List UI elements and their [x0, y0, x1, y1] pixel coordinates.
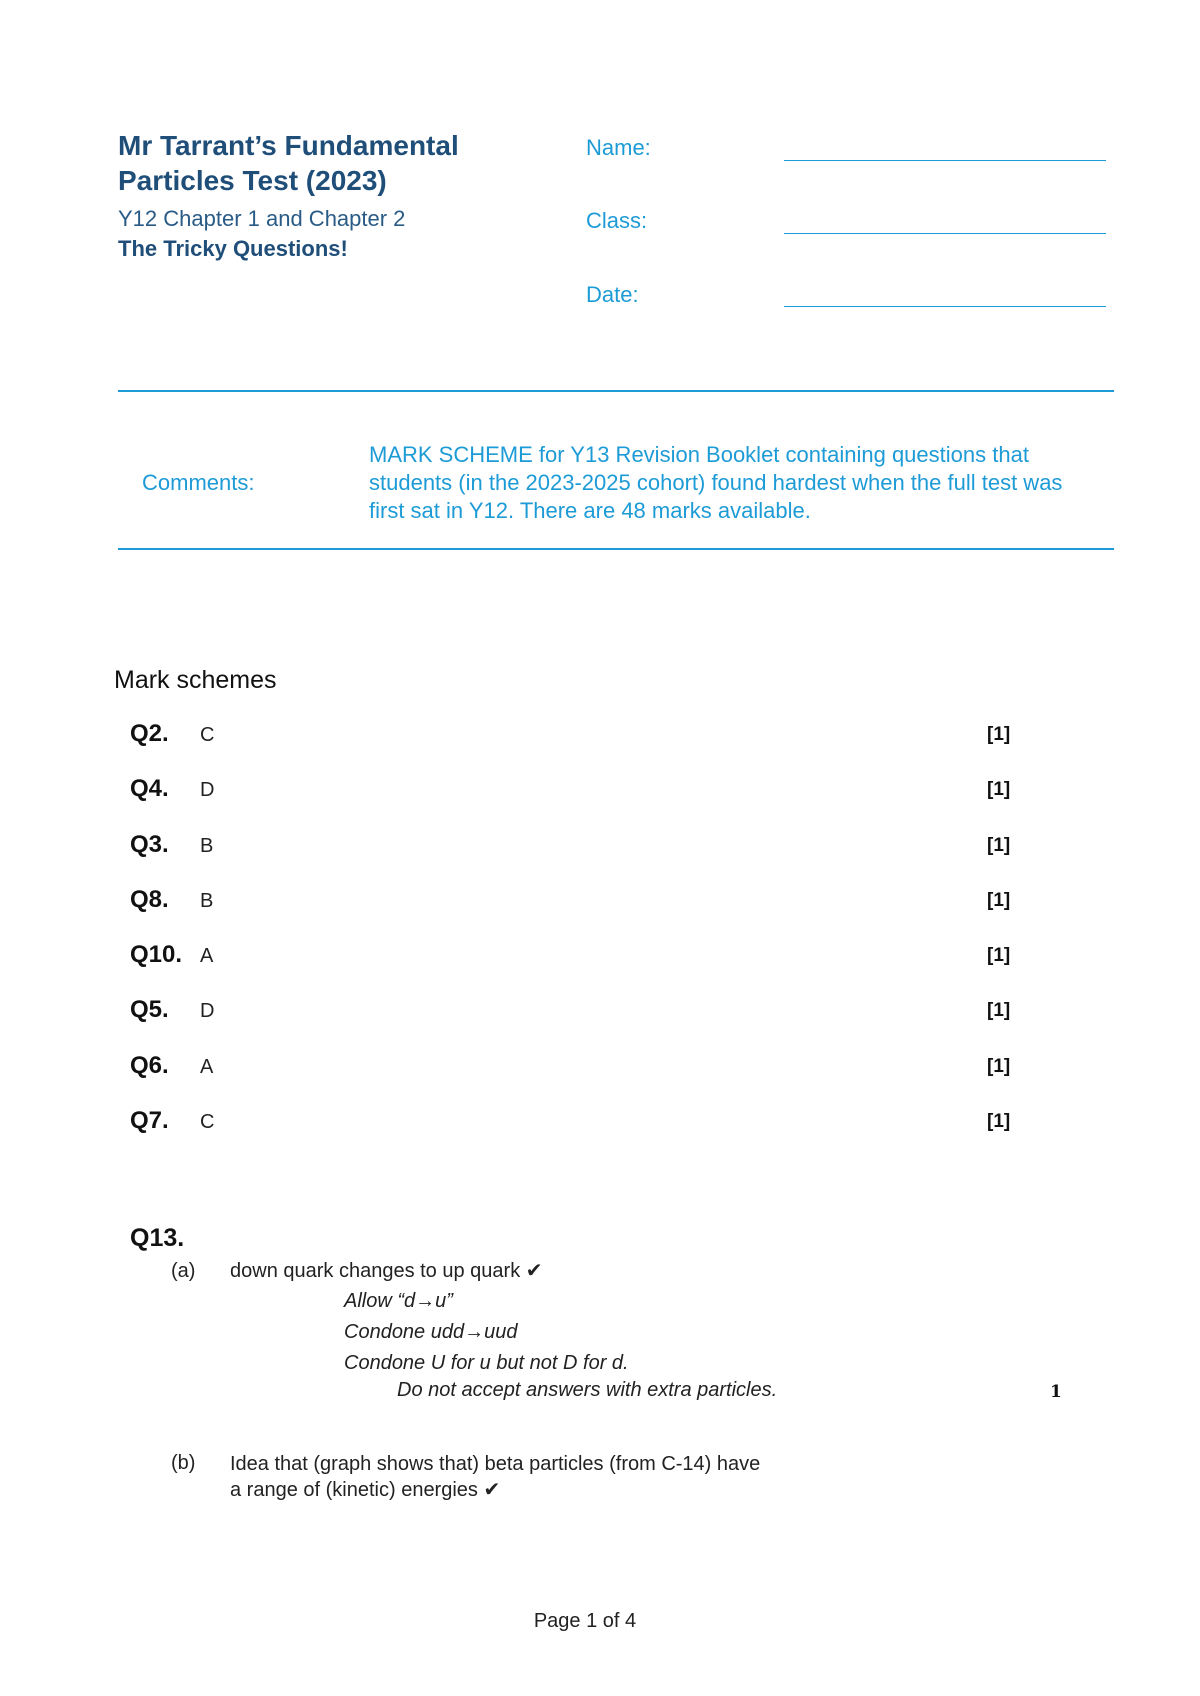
part-b-line: a range of (kinetic) energies ✔ [230, 1479, 501, 1501]
document-title: Mr Tarrant’s Fundamental Particles Test (2023) [118, 130, 459, 196]
mark: [1] [987, 724, 1011, 745]
comments-label: Comments: [142, 470, 255, 495]
part-a-extra-note: Do not accept answers with extra particles. [397, 1379, 778, 1401]
name-line [784, 160, 1106, 161]
answer: D [200, 779, 215, 801]
answer: C [200, 724, 215, 746]
part-a-note: Condone udd→uud [344, 1321, 518, 1343]
mark: [1] [987, 1111, 1011, 1132]
part-a-mark: 1 [1050, 1382, 1062, 1402]
q13-number: Q13. [130, 1224, 185, 1252]
question-number: Q5. [130, 996, 169, 1023]
page-prefix: Page [533, 1610, 581, 1632]
page-footer [0, 1610, 1170, 1633]
answer: D [200, 1000, 215, 1022]
class-line [784, 233, 1106, 234]
mark-row [130, 1052, 1030, 1084]
mark-row [130, 831, 1030, 863]
mark-row [130, 941, 1030, 973]
part-b-label: (b) [171, 1452, 196, 1474]
mark: [1] [987, 890, 1011, 911]
question-number: Q7. [130, 1107, 169, 1134]
question-number: Q2. [130, 720, 169, 747]
part-a-note: Allow “d→u” [344, 1290, 453, 1312]
date-label: Date: [586, 282, 639, 307]
question-number: Q8. [130, 886, 169, 913]
comments-text: MARK SCHEME for Y13 Revision Booklet containing questions that students (in the 2023-2025 cohort) found hardest when the full test was first sat in Y12. There are 48 marks available. [369, 442, 1063, 523]
part-a-note: Condone U for u but not D for d. [344, 1352, 629, 1374]
mark-row [130, 775, 1030, 807]
part-a-label: (a) [171, 1260, 196, 1282]
mark-row [130, 1107, 1030, 1139]
date-line [784, 306, 1106, 307]
bottom-divider [118, 548, 1114, 550]
mark: [1] [987, 835, 1011, 856]
document-subtitle: Y12 Chapter 1 and Chapter 2 [118, 206, 406, 231]
answer: A [200, 945, 214, 967]
top-divider [118, 390, 1114, 392]
answer: C [200, 1111, 215, 1133]
answer: B [200, 835, 214, 857]
mark: [1] [987, 779, 1011, 800]
page-total: 4 [625, 1610, 637, 1632]
mark: [1] [987, 1000, 1011, 1021]
part-a-text: down quark changes to up quark ✔ [230, 1260, 543, 1282]
class-label: Class: [586, 208, 648, 233]
page-of: of [602, 1610, 620, 1632]
answer: A [200, 1056, 214, 1078]
mark-schemes-title: Mark schemes [114, 666, 277, 694]
question-number: Q3. [130, 831, 169, 858]
mark-row [130, 996, 1030, 1028]
page-number: 1 [586, 1610, 598, 1632]
mark: [1] [987, 945, 1011, 966]
document-tagline: The Tricky Questions! [118, 236, 348, 261]
question-number: Q6. [130, 1052, 169, 1079]
mark-row [130, 720, 1030, 752]
question-number: Q10. [130, 941, 183, 968]
part-b-line: Idea that (graph shows that) beta particles (from C-14) have [230, 1453, 761, 1475]
name-label: Name: [586, 135, 651, 160]
mark-row [130, 886, 1030, 918]
answer: B [200, 890, 214, 912]
question-number: Q4. [130, 775, 169, 802]
mark: [1] [987, 1056, 1011, 1077]
